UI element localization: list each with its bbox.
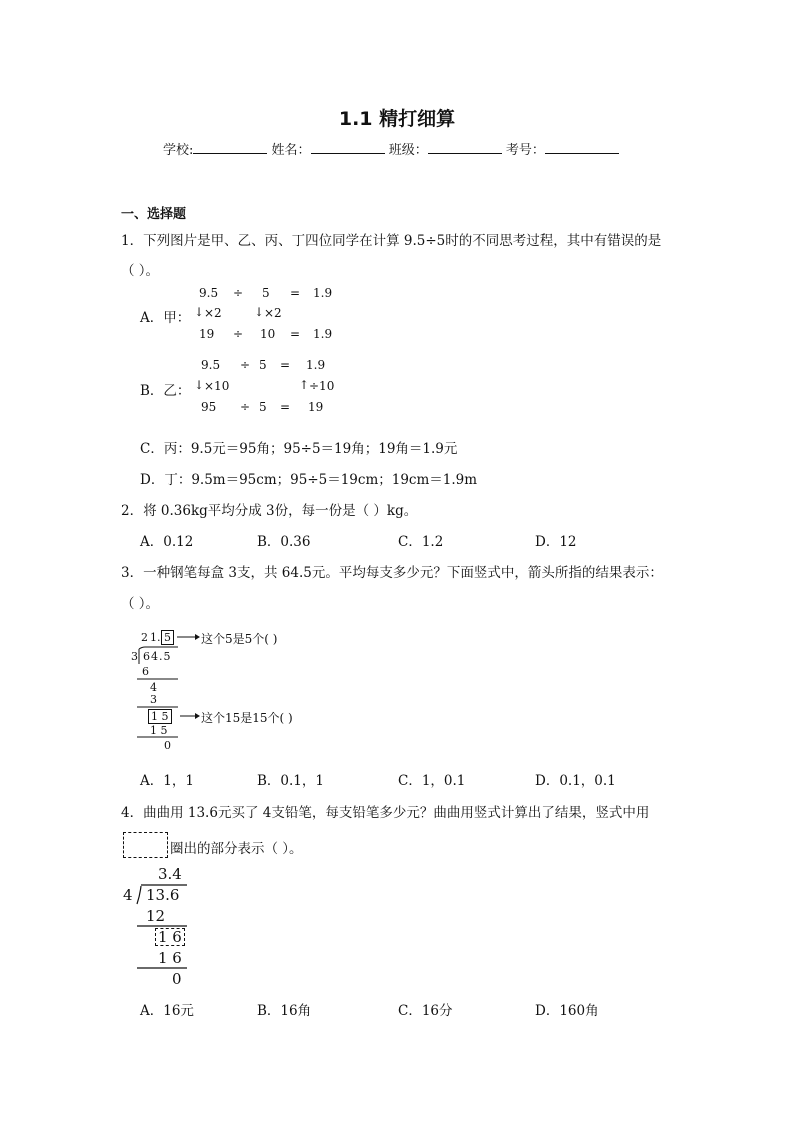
q2-option-d[interactable]: D．12 <box>535 534 577 550</box>
q4-option-a[interactable]: A．16元 <box>140 1003 194 1019</box>
q1-a-mid2: ×2 <box>264 306 282 320</box>
q1-option-a-label[interactable]: A．甲： <box>140 310 191 326</box>
q1-b-row2-eq: = <box>280 400 291 414</box>
q4-circled-part: 1 6 <box>155 928 185 946</box>
q3-stem-line2: （ ）。 <box>121 596 160 612</box>
q2-stem: 2．将 0.36kg平均分成 3份，每一份是（ ）kg。 <box>121 503 418 519</box>
q1-a-row1-n2: 5 <box>262 286 270 300</box>
q4-stem-line1: 4．曲曲用 13.6元买了 4支铅笔，每支铅笔多少元？曲曲用竖式计算出了结果，竖式中用 <box>121 805 650 821</box>
q3-boxed-remainder: 1 5 <box>148 709 172 724</box>
q3-step-product: 1 5 <box>150 724 168 737</box>
class-label: 班级： <box>388 143 428 158</box>
q1-option-b-label[interactable]: B．乙： <box>140 383 191 399</box>
q3-divisor: 3 <box>131 650 138 663</box>
q4-step-product: 12 <box>146 907 166 925</box>
q3-step-product: 6 <box>142 665 149 678</box>
q4-final-remainder: 0 <box>172 970 182 988</box>
q4-option-b[interactable]: B．16角 <box>257 1003 312 1019</box>
q1-b-row2-op: ÷ <box>240 400 251 414</box>
q1-a-row1-n1: 9.5 <box>199 286 219 300</box>
q4-option-c[interactable]: C．16分 <box>398 1003 453 1019</box>
section-heading: 一、选择题 <box>121 207 187 222</box>
q1-b-row2-res: 19 <box>308 400 324 414</box>
q4-quotient: 3.4 <box>158 865 182 883</box>
q3-quotient-digit: 2 <box>141 631 148 644</box>
q1-a-row1-eq: = <box>290 286 301 300</box>
q1-stem-line2: （ ）。 <box>121 263 160 279</box>
q4-divisor: 4 <box>123 886 133 904</box>
name-label: 姓名： <box>271 143 311 158</box>
q3-quotient-digit: 1 <box>150 631 157 644</box>
down-arrow-icon: ↓ <box>254 305 265 319</box>
q1-option-d[interactable]: D．丁：9.5m＝95cm；95÷5＝19cm；19cm＝1.9m <box>140 472 478 488</box>
q1-b-row1-res: 1.9 <box>306 358 326 372</box>
up-arrow-icon: ↑ <box>299 378 310 392</box>
page-title: 1.1 精打细算 <box>338 108 456 130</box>
q4-dividend: 13.6 <box>146 886 180 904</box>
q3-option-a[interactable]: A．1，1 <box>140 773 194 789</box>
q1-a-row2-res: 1.9 <box>313 327 333 341</box>
q2-option-c[interactable]: C．1.2 <box>398 534 444 550</box>
q4-step-product: 1 6 <box>158 949 182 967</box>
q3-option-d[interactable]: D．0.1，0.1 <box>535 773 616 789</box>
q1-a-row1-op: ÷ <box>233 286 244 300</box>
q1-b-row1-eq: = <box>280 358 291 372</box>
down-arrow-icon: ↓ <box>194 378 205 392</box>
q1-a-row2-n1: 19 <box>199 327 215 341</box>
q1-b-row2-n1: 95 <box>201 400 217 414</box>
q1-a-row2-eq: = <box>290 327 301 341</box>
q1-b-row1-n2: 5 <box>259 358 267 372</box>
q3-final-remainder: 0 <box>164 739 171 752</box>
q3-dividend: 64.5 <box>143 650 172 663</box>
q2-option-a[interactable]: A．0.12 <box>140 534 194 550</box>
q3-quotient-box: 5 <box>161 630 174 645</box>
q1-b-row2-n2: 5 <box>259 400 267 414</box>
q1-a-row2-op: ÷ <box>233 327 244 341</box>
q1-option-c[interactable]: C．丙：9.5元＝95角；95÷5＝19角；19角＝1.9元 <box>140 441 458 457</box>
q1-a-row2-n2: 10 <box>260 327 276 341</box>
q1-b-mid1: ×10 <box>204 379 230 393</box>
q4-stem-line2: 圈出的部分表示（ ）。 <box>170 841 303 857</box>
q2-option-b[interactable]: B．0.36 <box>257 534 311 550</box>
q1-b-row1-op: ÷ <box>240 358 251 372</box>
q3-option-c[interactable]: C．1，0.1 <box>398 773 466 789</box>
q3-stem-line1: 3．一种钢笔每盒 3支，共 64.5元。平均每支多少元？下面竖式中，箭头所指的结果表示： <box>121 565 663 581</box>
q3-note-1: 这个5是5个( ) <box>201 632 278 646</box>
q1-stem-line1: 1．下列图片是甲、乙、丙、丁四位同学在计算 9.5÷5时的不同思考过程，其中有错误的是 <box>121 233 662 249</box>
school-label: 学校: <box>163 143 194 158</box>
q3-step-remainder: 4 <box>150 681 157 694</box>
q1-b-mid2: ÷10 <box>309 379 335 393</box>
q3-option-b[interactable]: B．0.1，1 <box>257 773 324 789</box>
q1-a-mid1: ×2 <box>204 306 222 320</box>
q3-note-2: 这个15是15个( ) <box>201 711 293 725</box>
down-arrow-icon: ↓ <box>194 305 205 319</box>
q1-b-row1-n1: 9.5 <box>201 358 221 372</box>
q1-a-row1-res: 1.9 <box>313 286 333 300</box>
exam-no-label: 考号： <box>505 143 545 158</box>
q3-step-product: 3 <box>150 693 157 706</box>
q3-quotient-dot: . <box>157 631 161 644</box>
q4-option-d[interactable]: D．160角 <box>535 1003 599 1019</box>
